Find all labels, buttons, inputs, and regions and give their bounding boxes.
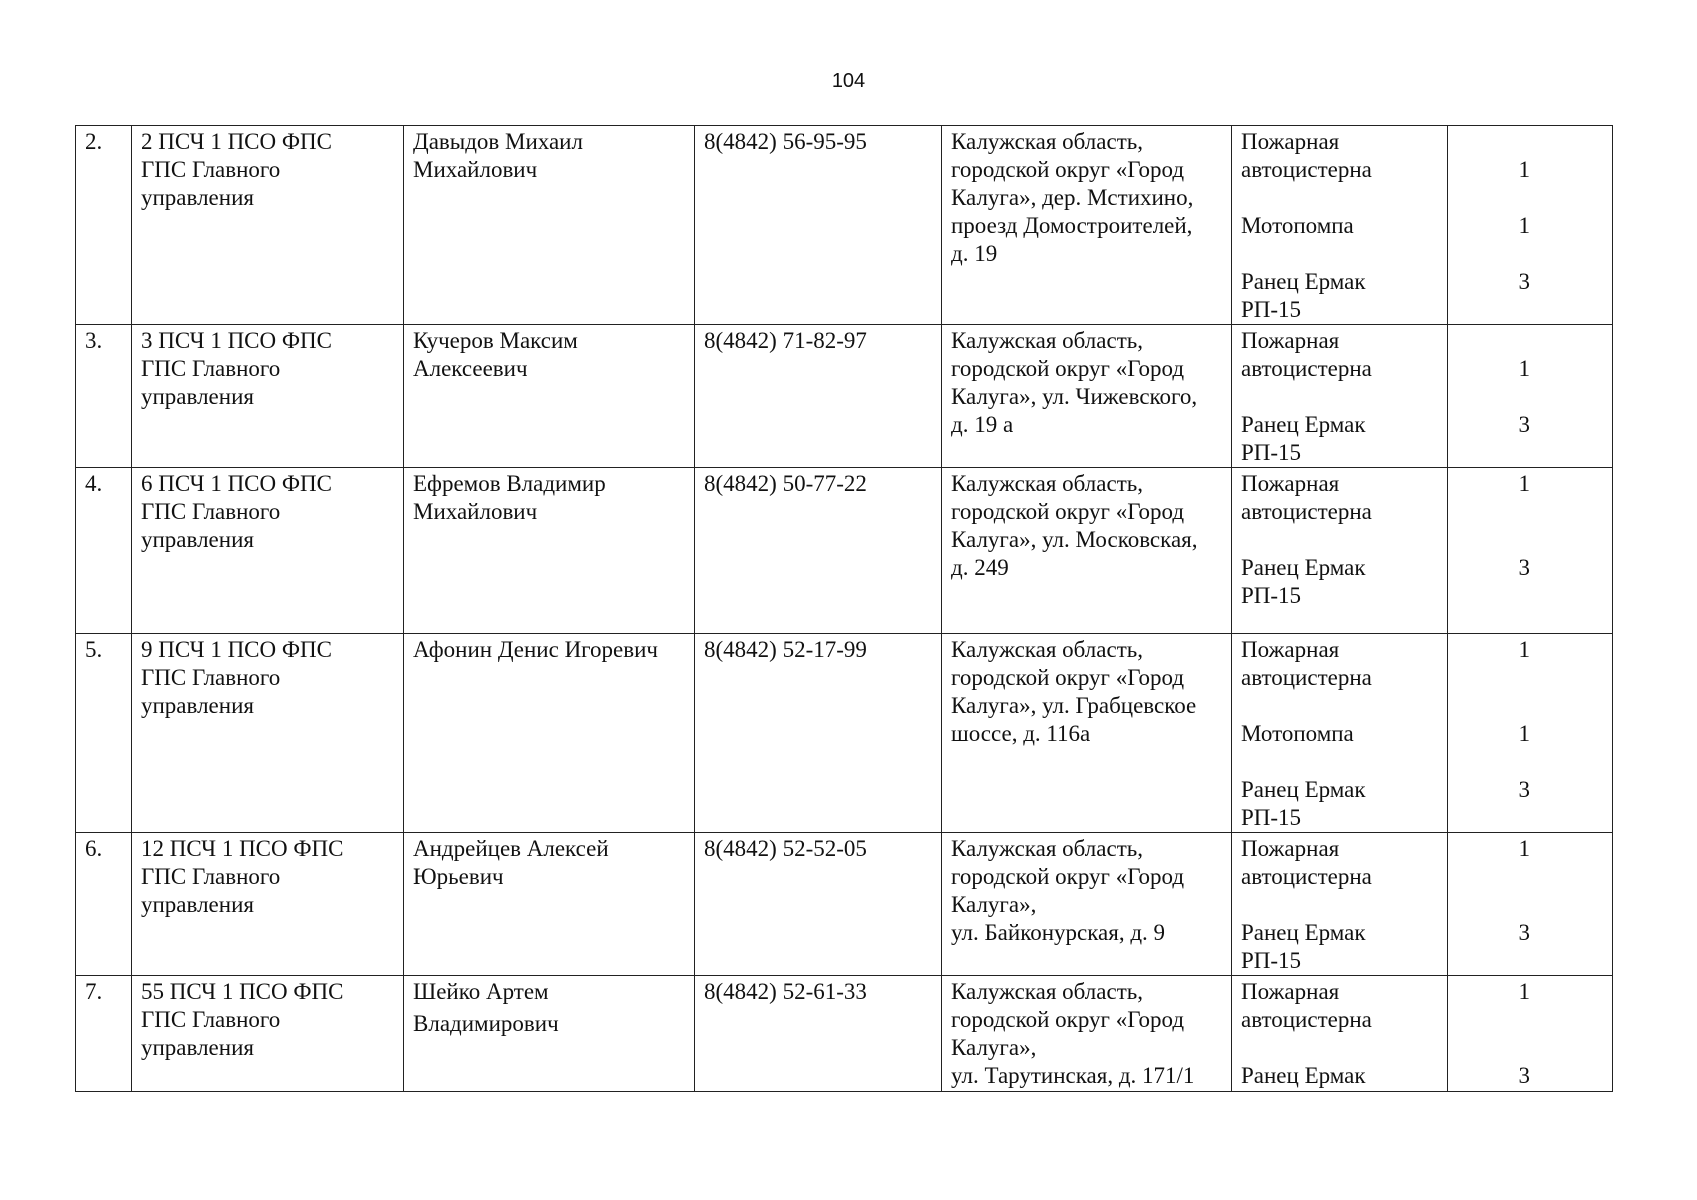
equipment-cell xyxy=(1232,468,1448,634)
unit-line: ГПС Главного xyxy=(141,665,281,690)
table-row xyxy=(76,325,1613,468)
address-line: Калуга», дер. Мстихино, xyxy=(951,185,1194,210)
name-cell xyxy=(404,126,695,325)
equipment-line: Ранец Ермак xyxy=(1241,555,1366,580)
address-line: городской округ «Город xyxy=(951,499,1185,524)
quantity-value: 3 xyxy=(1518,1063,1530,1088)
address-line: Калужская область, xyxy=(951,471,1143,496)
address-line: Калужская область, xyxy=(951,979,1143,1004)
unit-cell xyxy=(132,833,404,976)
unit-line: управления xyxy=(141,185,254,210)
address-line: Калуга», ул. Московская, xyxy=(951,527,1198,552)
quantity-value: 3 xyxy=(1518,555,1530,580)
name-line: Афонин Денис Игоревич xyxy=(413,637,658,662)
unit-line: 6 ПСЧ 1 ПСО ФПС xyxy=(141,471,333,496)
name-cell xyxy=(404,976,695,1092)
quantity-cell xyxy=(1448,468,1613,634)
address-cell xyxy=(942,634,1232,833)
address-line: городской округ «Город xyxy=(951,356,1185,381)
unit-line: ГПС Главного xyxy=(141,864,281,889)
unit-cell xyxy=(132,325,404,468)
table-body xyxy=(76,126,1613,1092)
equipment-line: Пожарная xyxy=(1241,836,1340,861)
name-cell xyxy=(404,833,695,976)
name-line: Ефремов Владимир xyxy=(413,471,606,496)
unit-line: управления xyxy=(141,384,254,409)
phone-cell: 8(4842) 50-77-22 xyxy=(695,468,942,634)
equipment-line: автоцистерна xyxy=(1241,1007,1372,1032)
unit-line: ГПС Главного xyxy=(141,1007,281,1032)
equipment-line: РП-15 xyxy=(1241,948,1302,973)
quantity-cell xyxy=(1448,976,1613,1092)
equipment-line: РП-15 xyxy=(1241,297,1302,322)
quantity-value: 1 xyxy=(1518,979,1530,1004)
address-cell xyxy=(942,833,1232,976)
equipment-line: РП-15 xyxy=(1241,805,1302,830)
unit-cell xyxy=(132,468,404,634)
equipment-line: автоцистерна xyxy=(1241,356,1372,381)
address-line: Калуга», ул. Грабцевское xyxy=(951,693,1197,718)
equipment-line: автоцистерна xyxy=(1241,499,1372,524)
equipment-cell xyxy=(1232,976,1448,1092)
unit-cell xyxy=(132,976,404,1092)
table-row xyxy=(76,634,1613,833)
equipment-cell xyxy=(1232,634,1448,833)
address-line: городской округ «Город xyxy=(951,157,1185,182)
equipment-line: Пожарная xyxy=(1241,637,1340,662)
equipment-line: Ранец Ермак xyxy=(1241,412,1366,437)
row-number: 6. xyxy=(76,833,132,976)
address-line: городской округ «Город xyxy=(951,864,1185,889)
equipment-line: Ранец Ермак xyxy=(1241,1063,1366,1088)
address-cell xyxy=(942,976,1232,1092)
address-line: Калуга», ул. Чижевского, xyxy=(951,384,1198,409)
address-line: ул. Тарутинская, д. 171/1 xyxy=(951,1063,1195,1088)
phone-cell: 8(4842) 52-17-99 xyxy=(695,634,942,833)
table-row xyxy=(76,976,1613,1092)
quantity-value: 3 xyxy=(1518,920,1530,945)
address-line: д. 19 а xyxy=(951,412,1014,437)
unit-line: управления xyxy=(141,693,254,718)
quantity-value: 3 xyxy=(1518,777,1530,802)
equipment-line: автоцистерна xyxy=(1241,665,1372,690)
quantity-value: 1 xyxy=(1518,836,1530,861)
table-row xyxy=(76,833,1613,976)
quantity-cell xyxy=(1448,833,1613,976)
address-line: Калужская область, xyxy=(951,637,1143,662)
quantity-value: 1 xyxy=(1518,721,1530,746)
row-number: 3. xyxy=(76,325,132,468)
name-line: Шейко Артем xyxy=(413,979,549,1004)
equipment-line: автоцистерна xyxy=(1241,157,1372,182)
name-cell xyxy=(404,325,695,468)
quantity-cell xyxy=(1448,325,1613,468)
name-line: Михайлович xyxy=(413,157,538,182)
quantity-value: 1 xyxy=(1518,157,1530,182)
row-number: 5. xyxy=(76,634,132,833)
address-line: Калуга», xyxy=(951,1035,1037,1060)
quantity-cell xyxy=(1448,126,1613,325)
unit-line: 12 ПСЧ 1 ПСО ФПС xyxy=(141,836,344,861)
address-line: д. 19 xyxy=(951,241,998,266)
row-number: 7. xyxy=(76,976,132,1092)
quantity-cell xyxy=(1448,634,1613,833)
unit-line: ГПС Главного xyxy=(141,356,281,381)
equipment-line: Пожарная xyxy=(1241,328,1340,353)
phone-cell: 8(4842) 56-95-95 xyxy=(695,126,942,325)
address-line: Калужская область, xyxy=(951,129,1143,154)
quantity-value: 1 xyxy=(1518,213,1530,238)
equipment-line: РП-15 xyxy=(1241,440,1302,465)
unit-line: 55 ПСЧ 1 ПСО ФПС xyxy=(141,979,344,1004)
unit-line: ГПС Главного xyxy=(141,499,281,524)
equipment-line: Мотопомпа xyxy=(1241,213,1354,238)
address-line: ул. Байконурская, д. 9 xyxy=(951,920,1166,945)
name-line: Владимирович xyxy=(413,1011,559,1036)
phone-cell: 8(4842) 71-82-97 xyxy=(695,325,942,468)
name-line: Алексеевич xyxy=(413,356,528,381)
address-line: городской округ «Город xyxy=(951,1007,1185,1032)
equipment-line: РП-15 xyxy=(1241,583,1302,608)
address-line: Калуга», xyxy=(951,892,1037,917)
equipment-line: Пожарная xyxy=(1241,979,1340,1004)
equipment-line: Пожарная xyxy=(1241,129,1340,154)
equipment-line: Пожарная xyxy=(1241,471,1340,496)
name-line: Андрейцев Алексей xyxy=(413,836,609,861)
phone-cell: 8(4842) 52-52-05 xyxy=(695,833,942,976)
name-line: Кучеров Максим xyxy=(413,328,578,353)
address-line: Калужская область, xyxy=(951,328,1143,353)
address-cell xyxy=(942,325,1232,468)
address-cell xyxy=(942,126,1232,325)
fire-units-table xyxy=(75,125,1613,1092)
quantity-value: 3 xyxy=(1518,412,1530,437)
unit-line: ГПС Главного xyxy=(141,157,281,182)
unit-line: 3 ПСЧ 1 ПСО ФПС xyxy=(141,328,333,353)
table-row xyxy=(76,468,1613,634)
address-line: д. 249 xyxy=(951,555,1009,580)
table-row xyxy=(76,126,1613,325)
unit-line: управления xyxy=(141,1035,254,1060)
equipment-line: Ранец Ермак xyxy=(1241,269,1366,294)
address-line: шоссе, д. 116а xyxy=(951,721,1091,746)
equipment-line: Мотопомпа xyxy=(1241,721,1354,746)
row-number: 2. xyxy=(76,126,132,325)
name-line: Давыдов Михаил xyxy=(413,129,583,154)
page-number: 104 xyxy=(831,70,866,92)
phone-cell: 8(4842) 52-61-33 xyxy=(695,976,942,1092)
equipment-line: Ранец Ермак xyxy=(1241,777,1366,802)
equipment-line: Ранец Ермак xyxy=(1241,920,1366,945)
address-line: городской округ «Город xyxy=(951,665,1185,690)
equipment-cell xyxy=(1232,833,1448,976)
equipment-line: автоцистерна xyxy=(1241,864,1372,889)
address-line: Калужская область, xyxy=(951,836,1143,861)
unit-line: управления xyxy=(141,892,254,917)
equipment-cell xyxy=(1232,126,1448,325)
unit-cell xyxy=(132,126,404,325)
equipment-cell xyxy=(1232,325,1448,468)
unit-line: управления xyxy=(141,527,254,552)
name-line: Юрьевич xyxy=(413,864,504,889)
quantity-value: 1 xyxy=(1518,637,1530,662)
unit-cell xyxy=(132,634,404,833)
quantity-value: 1 xyxy=(1518,356,1530,381)
quantity-value: 3 xyxy=(1518,269,1530,294)
row-number: 4. xyxy=(76,468,132,634)
quantity-value: 1 xyxy=(1518,471,1530,496)
name-cell xyxy=(404,468,695,634)
unit-line: 9 ПСЧ 1 ПСО ФПС xyxy=(141,637,333,662)
unit-line: 2 ПСЧ 1 ПСО ФПС xyxy=(141,129,333,154)
address-line: проезд Домостроителей, xyxy=(951,213,1193,238)
address-cell xyxy=(942,468,1232,634)
name-line: Михайлович xyxy=(413,499,538,524)
name-cell xyxy=(404,634,695,833)
